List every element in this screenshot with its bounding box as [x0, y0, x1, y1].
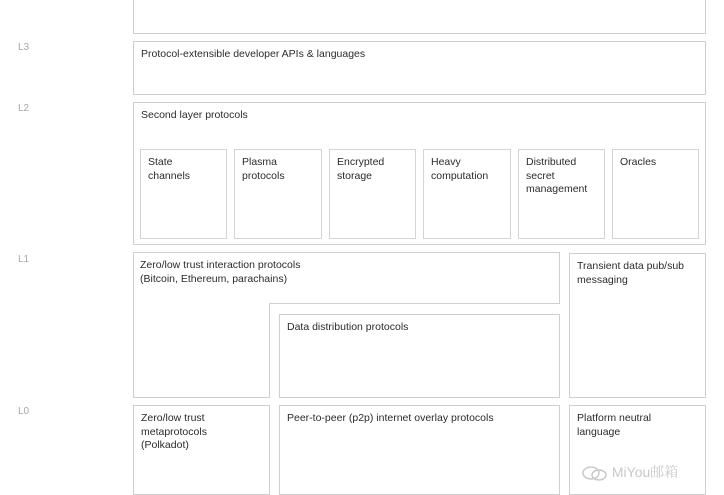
layer-label-l2: L2	[18, 103, 30, 114]
layer-label-l3: L3	[18, 42, 30, 53]
developer-apis-label: Protocol-extensible developer APIs & languages	[141, 48, 366, 60]
plasma-protocols-label: Plasma protocols	[242, 156, 285, 182]
data-distribution-label: Data distribution protocols	[287, 321, 409, 333]
zero-trust-interaction-label: Zero/low trust interaction protocols (Bitcoin, Ethereum, parachains)	[140, 259, 301, 285]
layer-label-l1: L1	[18, 254, 30, 265]
p2p-overlay-label: Peer-to-peer (p2p) internet overlay protocols	[287, 412, 494, 424]
watermark	[582, 462, 678, 482]
layer-label-l0: L0	[18, 406, 30, 417]
wechat-icon	[582, 465, 608, 481]
distributed-secret-management-label: Distributed secret management	[526, 156, 588, 195]
second-layer-protocols-title: Second layer protocols	[141, 109, 248, 121]
heavy-computation-label: Heavy computation	[431, 156, 489, 182]
encrypted-storage-label: Encrypted storage	[337, 156, 385, 182]
state-channels-label: State channels	[148, 156, 191, 182]
p2p-overlay-box	[279, 405, 560, 495]
platform-neutral-label: Platform neutral language	[577, 412, 652, 438]
watermark-text: MiYou邮箱	[611, 464, 679, 480]
metaprotocols-label: Zero/low trust metaprotocols (Polkadot)	[141, 412, 207, 451]
transient-pubsub-box	[569, 253, 706, 398]
data-distribution-box	[279, 314, 560, 398]
oracles-label: Oracles	[620, 156, 657, 168]
transient-pubsub-label: Transient data pub/sub messaging	[577, 260, 685, 286]
metaprotocols-box	[133, 405, 270, 495]
